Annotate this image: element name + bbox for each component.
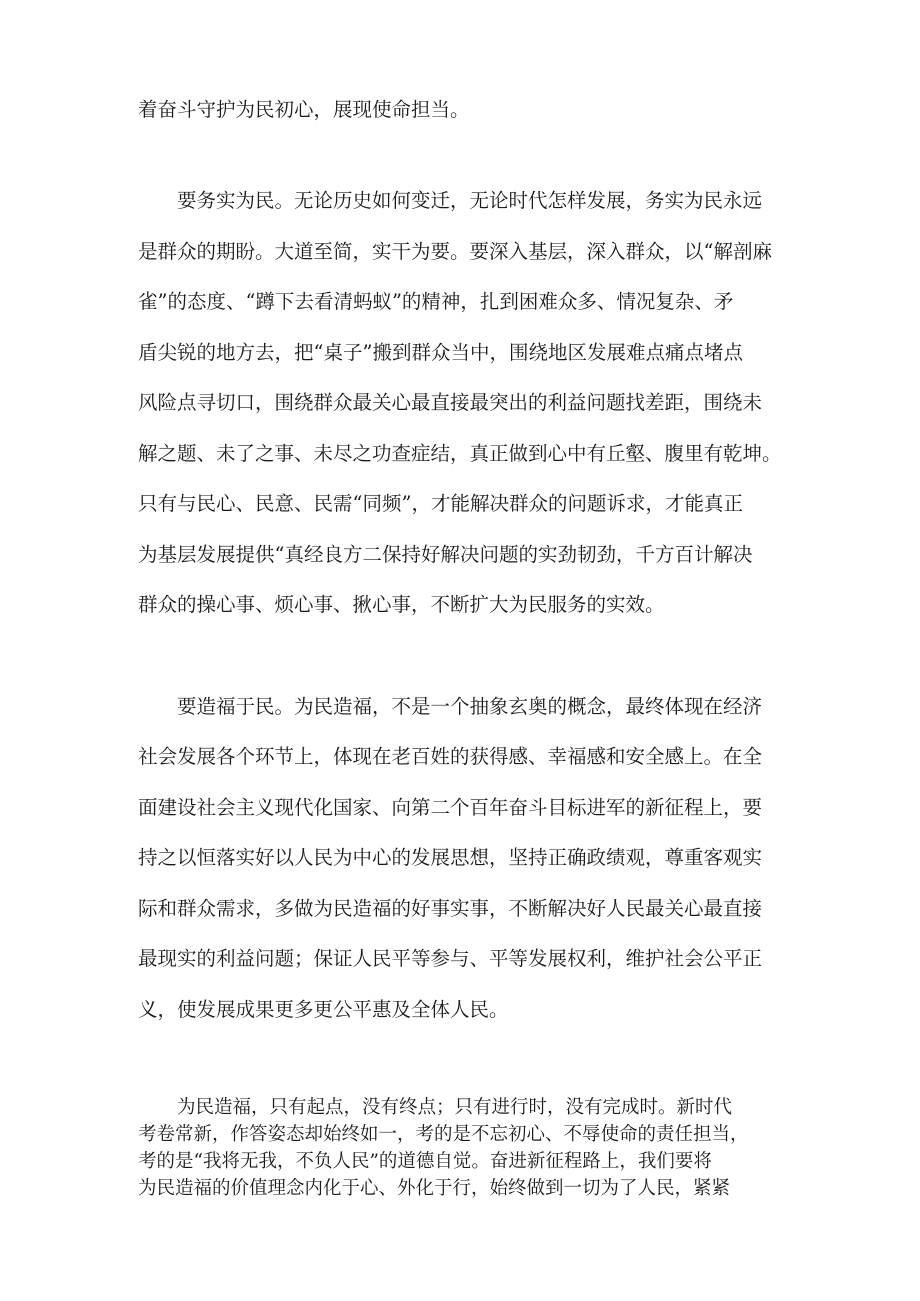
text-line: 考卷常新，作答姿态却始终如一，考的是不忘初心、不辱使命的责任担当， — [138, 1124, 749, 1145]
text-line: 要务实为民。无论历史如何变迁，无论时代怎样发展，务实为民永远 — [177, 189, 763, 212]
text-line: 社会发展各个环节上，体现在老百姓的获得感、幸福感和安全感上。在全 — [138, 745, 763, 768]
text-line: 是群众的期盼。大道至简，实干为要。要深入基层，深入群众，以“解剖麻 — [138, 240, 772, 263]
text-line: 际和群众需求，多做为民造福的好事实事，不断解决好人民最关心最直接 — [138, 897, 763, 920]
text-line: 风险点寻切口，围绕群众最关心最直接最突出的利益问题找差距，围绕未 — [138, 391, 763, 414]
text-line: 最现实的利益问题；保证人民平等参与、平等发展权利，维护社会公平正 — [138, 947, 763, 970]
text-line: 为基层发展提供“真经良方二保持好解决问题的实劲韧劲，千方百计解决 — [138, 543, 753, 566]
text-line: 面建设社会主义现代化国家、向第二个百年奋斗目标进军的新征程上，要 — [138, 796, 763, 819]
text-line: 解之题、未了之事、未尽之功查症结，真正做到心中有丘壑、腹里有乾坤。 — [138, 442, 782, 465]
text-line: 考的是“我将无我，不负人民”的道德自觉。奋进新征程路上，我们要将 — [138, 1151, 712, 1172]
text-line: 盾尖锐的地方去，把“桌子”搬到群众当中，围绕地区发展难点痛点堵点 — [138, 341, 743, 364]
text-line: 持之以恒落实好以人民为中心的发展思想，坚持正确政绩观，尊重客观实 — [138, 846, 763, 869]
text-line: 为民造福的价值理念内化于心、外化于行，始终做到一切为了人民，紧紧 — [138, 1178, 731, 1199]
text-line: 为民造福，只有起点，没有终点；只有进行时，没有完成时。新时代 — [177, 1097, 733, 1118]
text-line: 义，使发展成果更多更公平惠及全体人民。 — [138, 998, 509, 1021]
text-line: 只有与民心、民意、民需“同频”，才能解决群众的问题诉求，才能真正 — [138, 492, 743, 515]
text-line: 群众的操心事、烦心事、揪心事，不断扩大为民服务的实效。 — [138, 593, 665, 616]
text-line: 雀”的态度、“蹲下去看清蚂蚁”的精神，扎到困难众多、情况复杂、矛 — [138, 290, 734, 313]
text-line: 着奋斗守护为民初心，展现使命担当。 — [138, 98, 470, 121]
text-line: 要造福于民。为民造福，不是一个抽象玄奥的概念，最终体现在经济 — [177, 695, 763, 718]
